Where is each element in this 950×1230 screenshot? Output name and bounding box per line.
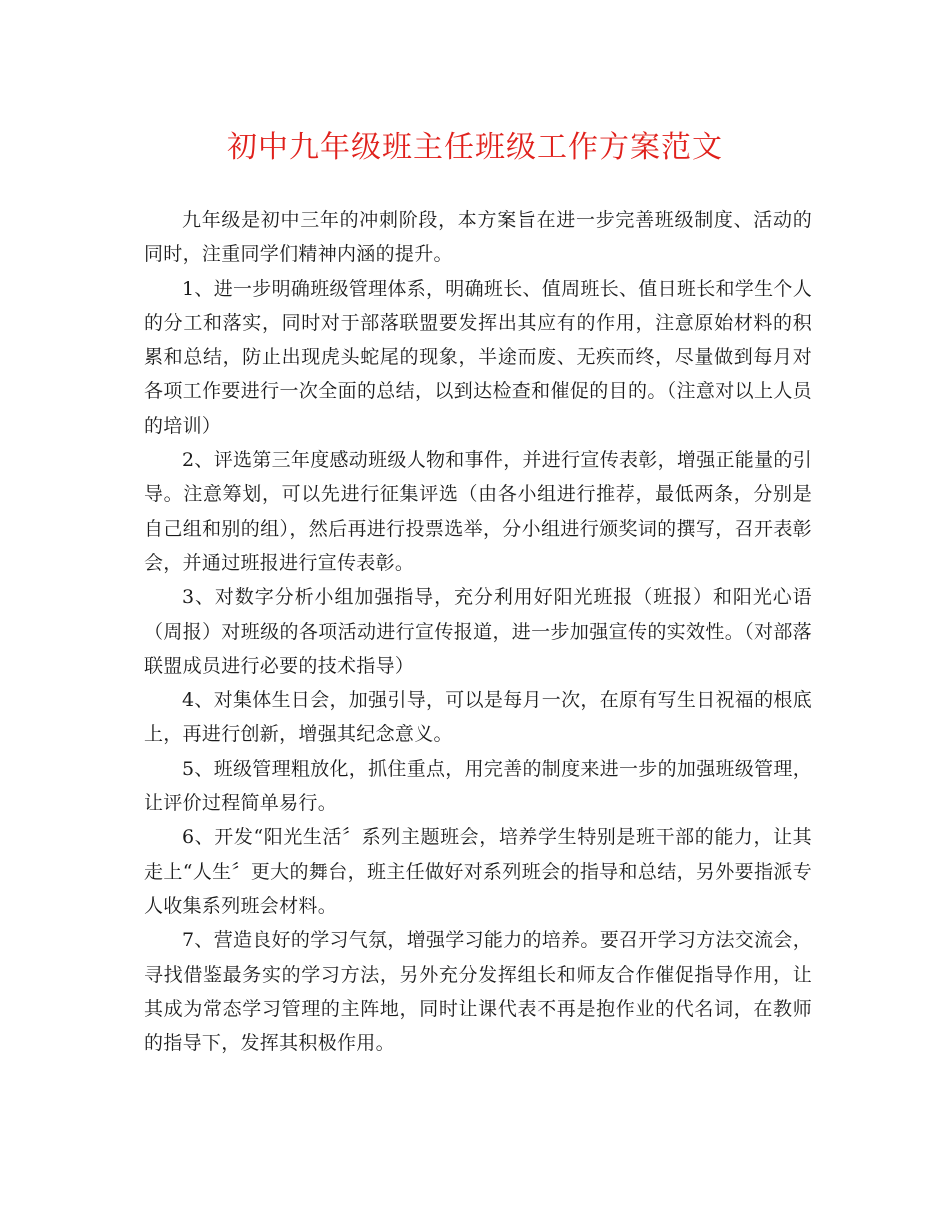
document-body bbox=[144, 203, 812, 1060]
item-6-paragraph: 6、开发“阳光生活〞系列主题班会，培养学生特别是班干部的能力，让其走上“人生〞更大的舞台，班主任做好对系列班会的指导和总结，另外要指派专人收集系列班会材料。 bbox=[144, 826, 812, 917]
item-3-paragraph: 3、对数字分析小组加强指导，充分利用好阳光班报（班报）和阳光心语（周报）对班级的各项活动进行宣传报道，进一步加强宣传的实效性。（对部落联盟成员进行必要的技术指导） bbox=[144, 586, 812, 677]
intro-paragraph: 九年级是初中三年的冲刺阶段，本方案旨在进一步完善班级制度、活动的同时，注重同学们精神内涵的提升。 bbox=[144, 209, 812, 266]
item-7-paragraph: 7、营造良好的学习气氛，增强学习能力的培养。要召开学习方法交流会，寻找借鉴最务实的学习方法，另外充分发挥组长和师友合作催促指导作用，让其成为常态学习管理的主阵地，同时让课代表不再是抱作业的代名词，在教师的指导下，发挥其积极作用。 bbox=[144, 929, 812, 1055]
item-1-paragraph: 1、进一步明确班级管理体系，明确班长、值周班长、值日班长和学生个人的分工和落实，同时对于部落联盟要发挥出其应有的作用，注意原始材料的积累和总结，防止出现虎头蛇尾的现象，半途而废、无疾而终，尽量做到每月对各项工作要进行一次全面的总结，以到达检查和催促的目的。（注意对以上人员的培训） bbox=[144, 277, 812, 437]
item-5-paragraph: 5、班级管理粗放化，抓住重点，用完善的制度来进一步的加强班级管理，让评价过程简单易行。 bbox=[144, 757, 812, 815]
document-title: 初中九年级班主任班级工作方案范文 bbox=[227, 130, 723, 165]
item-2-paragraph: 2、评选第三年度感动班级人物和事件，并进行宣传表彰，增强正能量的引导。注意筹划，可以先进行征集评选（由各小组进行推荐，最低两条，分别是自己组和别的组），然后再进行投票选举，分小组进行颁奖词的撰写，召开表彰会，并通过班报进行宣传表彰。 bbox=[144, 449, 812, 574]
item-4-paragraph: 4、对集体生日会，加强引导，可以是每月一次，在原有写生日祝福的根底上，再进行创新，增强其纪念意义。 bbox=[144, 689, 812, 746]
